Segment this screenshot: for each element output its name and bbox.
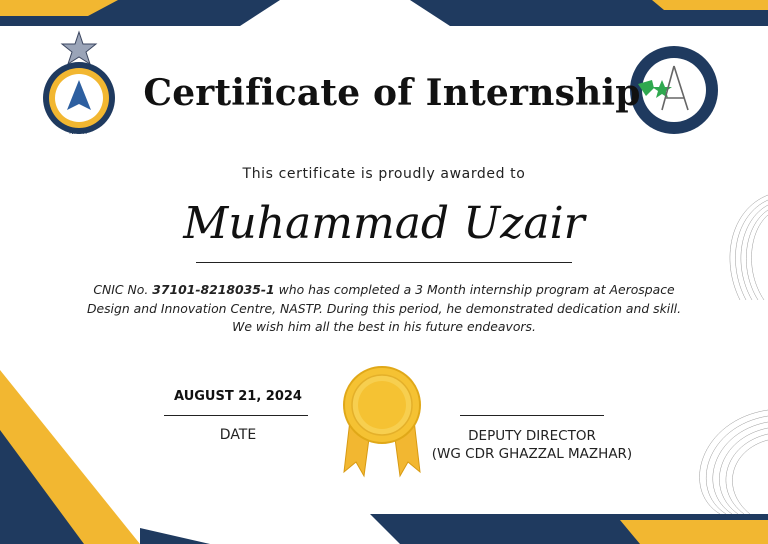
date-label: DATE xyxy=(219,427,257,443)
recipient-underline xyxy=(196,262,572,263)
signer-name: (WG CDR GHAZZAL MAZHAR) xyxy=(431,446,633,462)
bottom-left-navy-strip xyxy=(140,528,210,544)
bottom-right-gold-band xyxy=(620,520,768,544)
date-value: AUGUST 21, 2024 xyxy=(174,389,302,404)
director-signature-line xyxy=(460,415,604,416)
signer-block xyxy=(410,427,654,463)
award-ribbon-icon xyxy=(344,367,420,476)
recipient-name: Muhammad Uzair xyxy=(183,198,585,249)
signer-title: DEPUTY DIRECTOR xyxy=(468,428,596,444)
awarded-line: This certificate is proudly awarded to xyxy=(242,166,526,182)
cnic-number: 37101-8218035-1 xyxy=(152,282,275,297)
certificate-title: Certificate of Internship xyxy=(143,72,641,114)
certificate-body: CNIC No. 37101-8218035-1 who has completed a 3 Month internship program at Aerospace Design and Innovation Centre, NASTP. During this period, he demonstrated dedication and skill. We wish him all the best in his future endeavors. xyxy=(86,282,682,335)
adic-logo-sub: NASTP xyxy=(69,129,89,136)
top-right-gold-band xyxy=(652,0,768,10)
date-signature-line xyxy=(164,415,308,416)
